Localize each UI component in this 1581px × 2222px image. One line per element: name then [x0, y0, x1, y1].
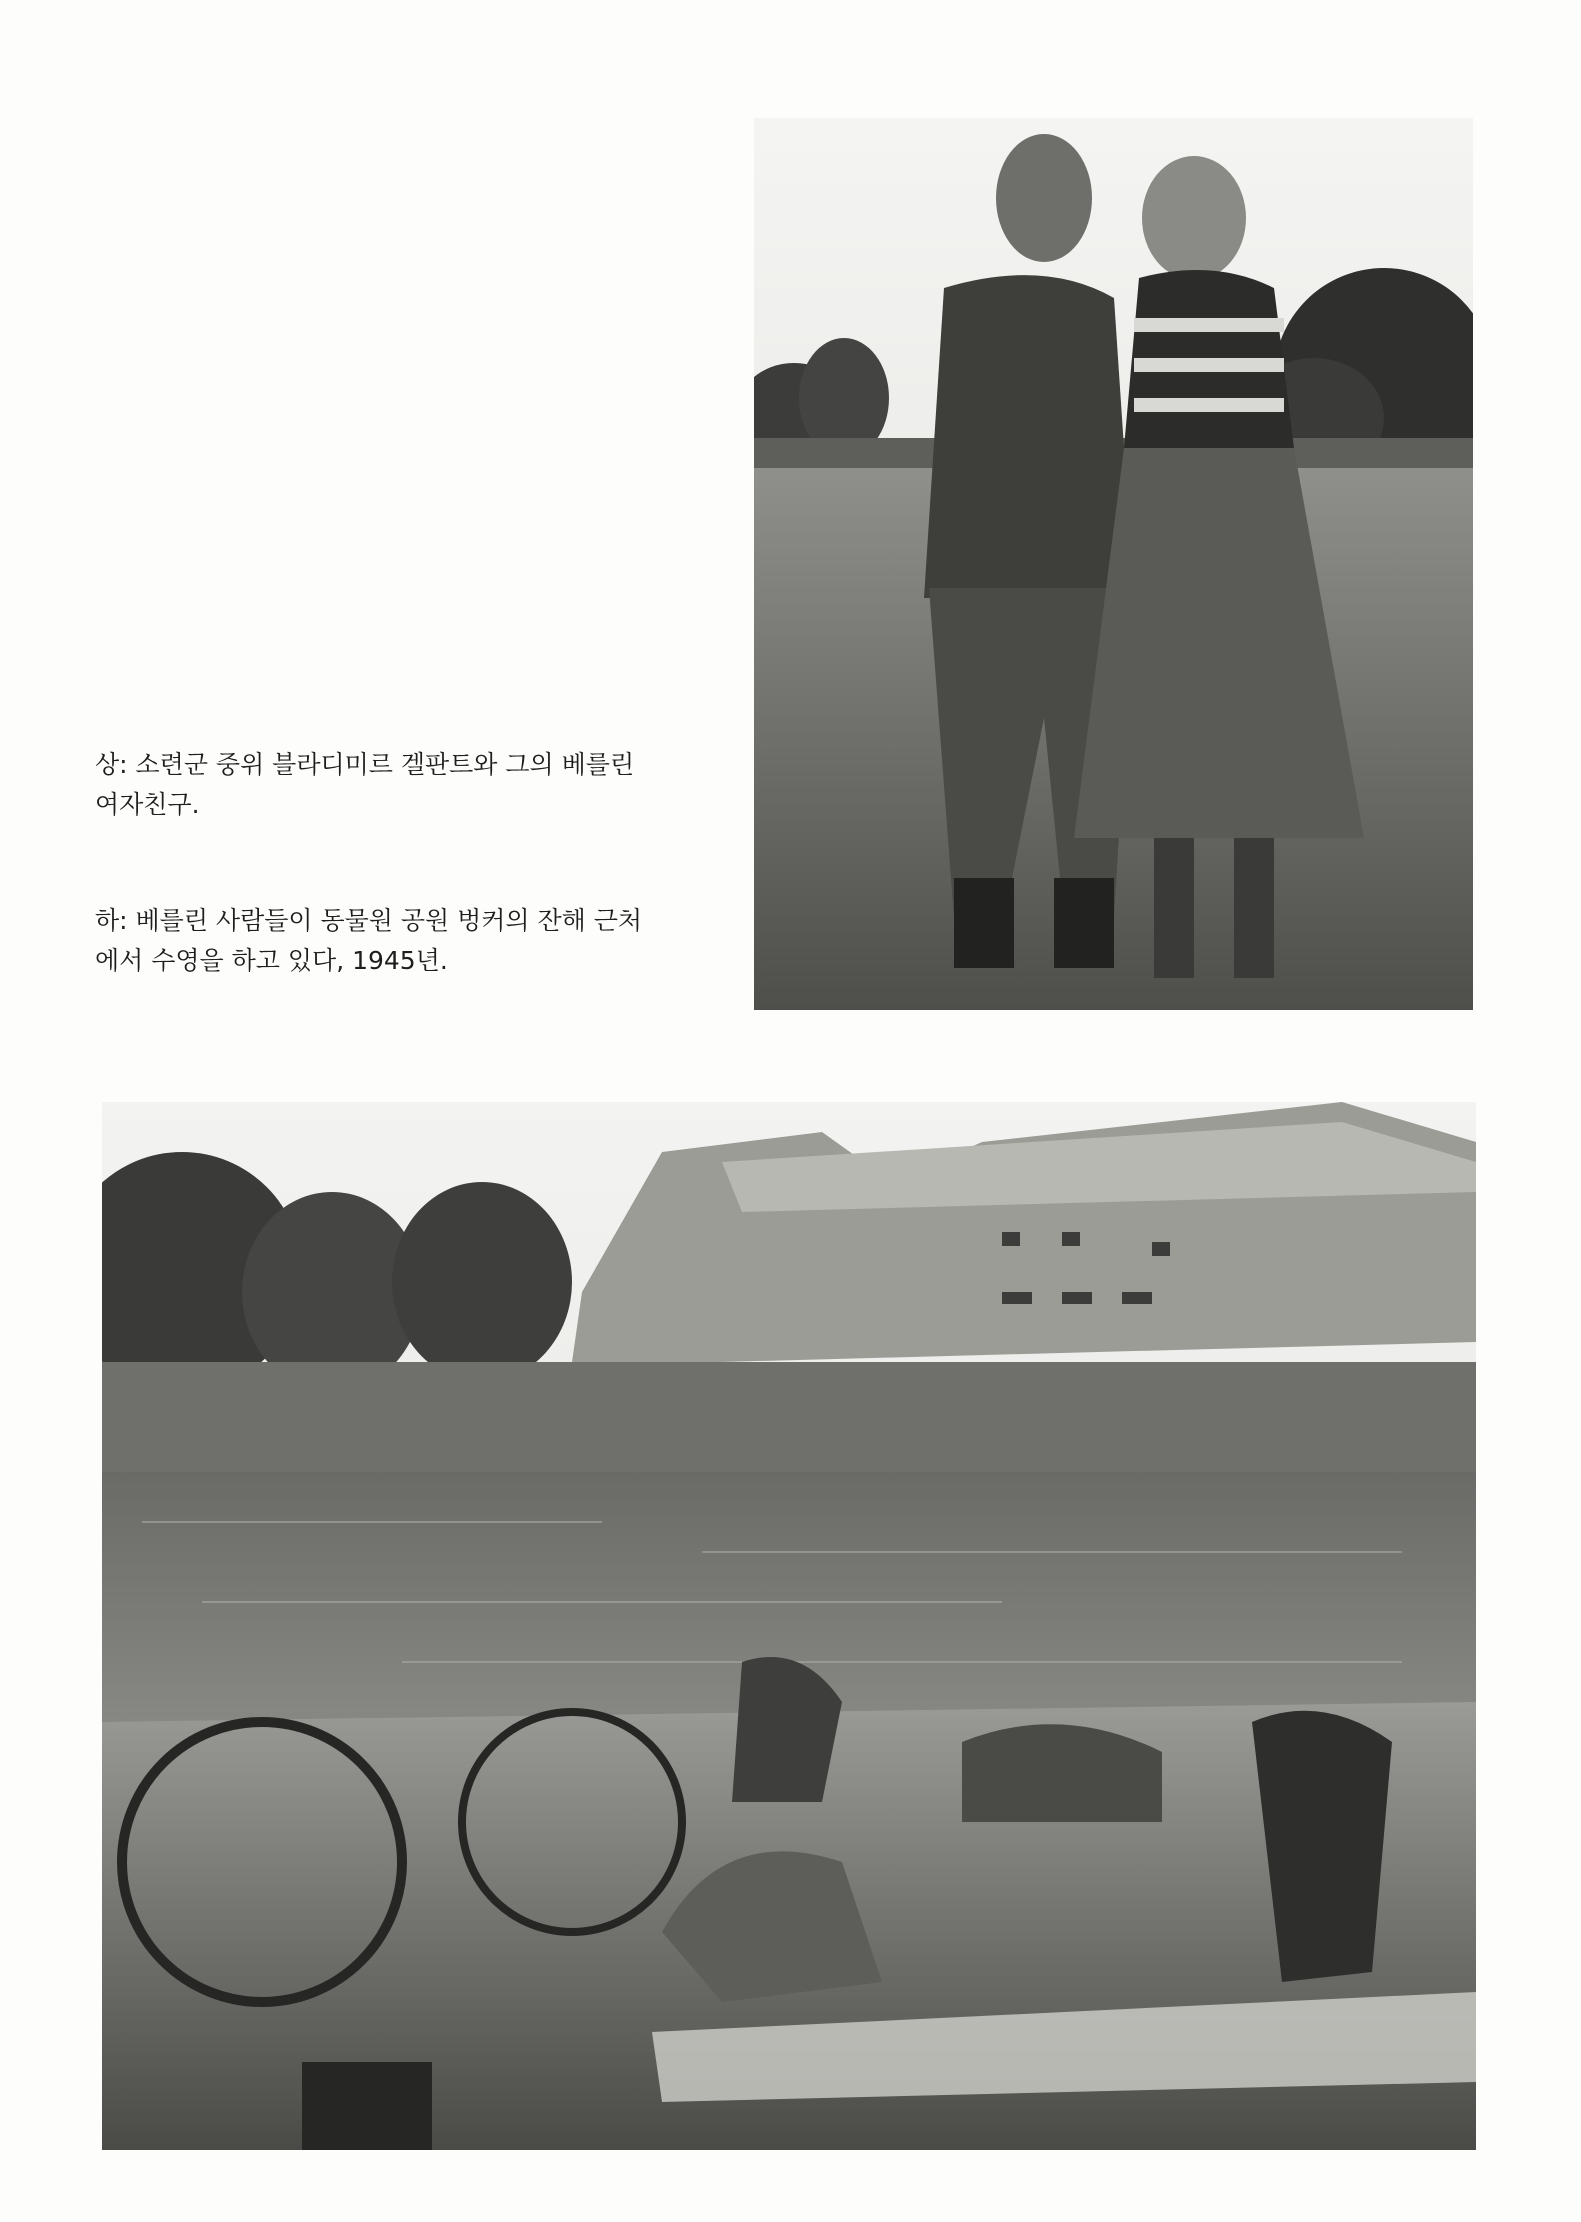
photo-swimmers-bunker [102, 1102, 1476, 2150]
caption-top-photo: 상: 소련군 중위 블라디미르 겔판트와 그의 베를린 여자친구. [95, 750, 635, 819]
caption-block [95, 745, 715, 981]
photo-couple-illustration [754, 118, 1473, 1010]
caption-bottom-photo: 하: 베를린 사람들이 동물원 공원 벙커의 잔해 근처 에서 수영을 하고 있다, 1945년. [95, 906, 643, 975]
photo-couple [754, 118, 1473, 1010]
photo-swimmers-illustration [102, 1102, 1476, 2150]
